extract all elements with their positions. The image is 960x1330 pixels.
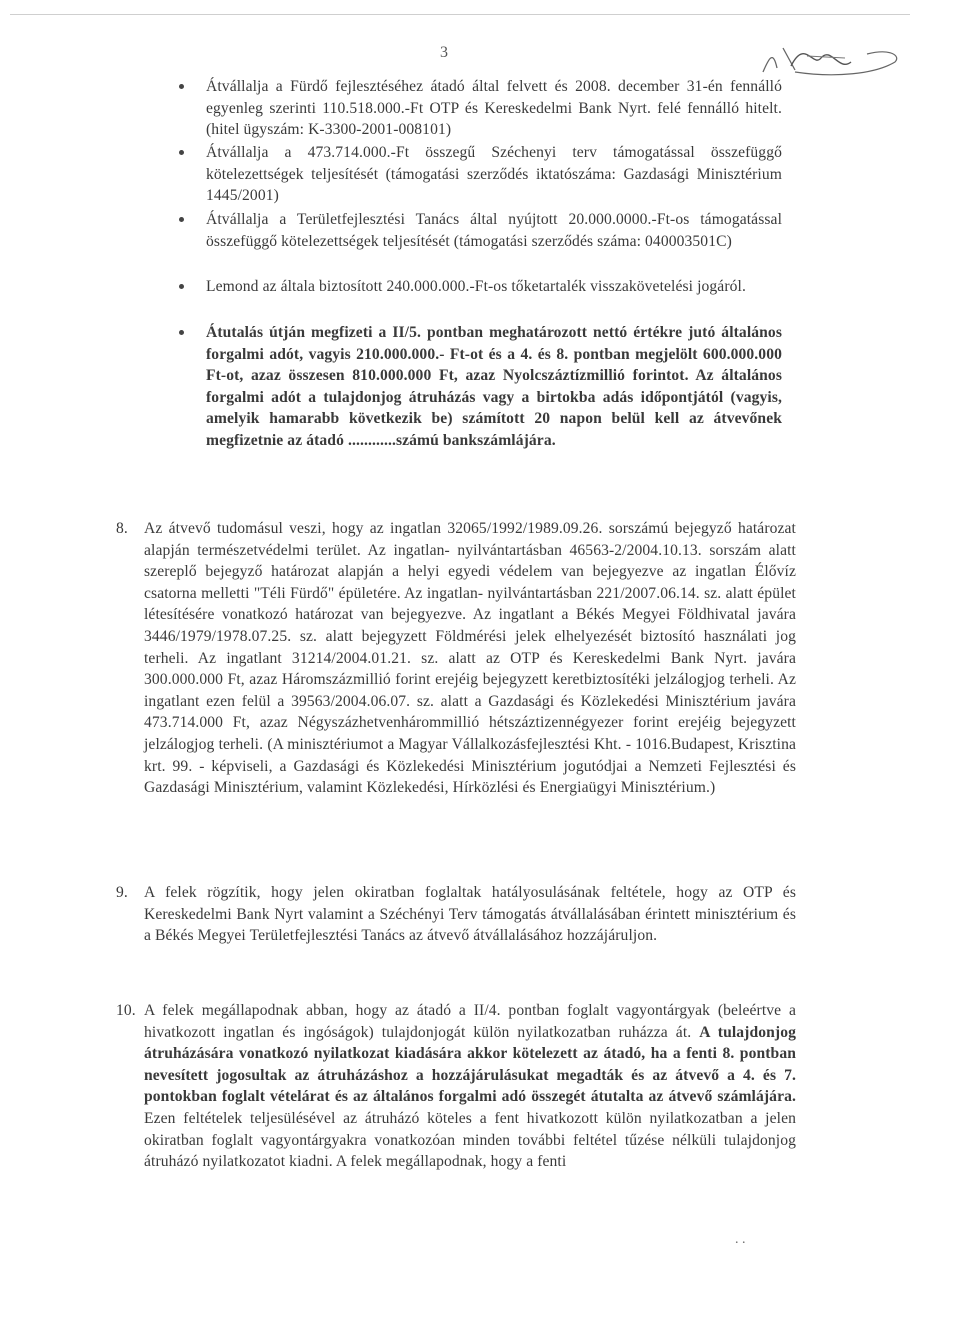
section-text-plain: A felek megállapodnak abban, hogy az átadó a II/4. pontban foglalt vagyontárgyak (beleértve a hivatkozott ingatlan és ingóságok) tulajdonjogát külön nyilatkozatban ruházza át.	[144, 1002, 796, 1041]
scan-edge-line	[10, 14, 910, 15]
scan-speck: . .	[735, 1232, 746, 1247]
obligations-list	[206, 76, 782, 452]
list-item: Lemond az általa biztosított 240.000.000.-Ft-os tőketartalék visszakövetelési jogáról.	[206, 276, 782, 322]
section-text	[144, 1000, 796, 1173]
list-item: Átvállalja a Fürdő fejlesztéséhez átadó által felvett és 2008. december 31-én fennálló egyenleg szerinti 110.518.000.-Ft OTP és Kereskedelmi Bank Nyrt. felé fennálló hitelt. (hitel ügyszám: K-3300-2001-008101)	[206, 76, 782, 142]
section-text: A felek rögzítik, hogy jelen okiratban foglaltak hatályosulásának feltétele, hogy az OTP és Kereskedelmi Bank Nyrt valamint a Széchényi Terv támogatás átvállalásában érintett minisztérium és a Békés Megyei Területfejlesztési Tanács az átvevő átvállalásához hozzájáruljon.	[144, 884, 796, 945]
list-item: Átvállalja a Területfejlesztési Tanács által nyújtott 20.000.0000.-Ft-os támogatással összefüggő kötelezettségek teljesítését (támogatási szerződés száma: 040003501C)	[206, 209, 782, 276]
section-text-bold: A tulajdonjog átruházására vonatkozó nyilatkozat kiadására akkor kötelezett az átadó, ha a fenti 8. pontban nevesített jogosultak az átruházáshoz a hozzájárulásukat megadták és az átvevő a 4. és 7. pontokban foglalt vételárat és az általános forgalmi adó összegét átutalta az átvevő számlájára.	[144, 1023, 797, 1106]
section-number: 9.	[116, 884, 128, 901]
page-number: 3	[440, 44, 448, 61]
section-number: 10.	[116, 1002, 136, 1019]
section-number: 8.	[116, 520, 128, 537]
list-item: Átutalás útján megfizeti a II/5. pontban meghatározott nettó értékre jutó általános forgalmi adót, vagyis 210.000.000.- Ft-ot és a 4. és 8. pontban megjelölt 600.000.000 Ft-ot, azaz összesen 810.000.000 Ft, azaz Nyolcszáztízmillió forintot. Az általános forgalmi adót a tulajdonjog átruházás vagy a birtokba adás időpontjától (vagyis, amelyik hamarabb következik be) számított 20 napon belül kell az átvevőnek megfizetnie az átadó ............számú bankszámlájára.	[206, 322, 782, 452]
section-text: Az átvevő tudomásul veszi, hogy az ingatlan 32065/1992/1989.09.26. sorszámú bejegyző határozat alapján természetvédelmi terület. Az ingatlan- nyilvántartásban 46563-2/2004.10.13. sorszám alatt szereplő bejegyző határozat alapján a helyi egyedi védelem van bejegyezve az ingatlan Élővíz csatorna melletti "Téli Fürdő" épületére. Az ingatlan- nyilvántartásban 221/2007.06.14. sz. alatt épület létesítésére vonatkozó határozat van bejegyezve. Az ingatlant a Békés Megyei Földhivatal javára 3446/1979/1978.07.25. sz. alatt bejegyzett Földmérési jelek elhelyezését biztosító használati jog terheli. Az ingatlant 31214/2004.01.21. sz. alatt az OTP és Kereskedelmi Bank Nyrt. javára 300.000.000 Ft, azaz Háromszázmillió forint erejéig bejegyzett keretbiztosítéki jelzálogjog terheli. Az ingatlant ezen felül a 39563/2004.06.07. sz. alatt a Gazdasági és Közlekedési Minisztérium javára 473.714.000 Ft, azaz Négyszázhetvenhárommillió hétszáztizennégyezer forint erejéig bejegyzett jelzálogjog terheli. (A minisztériumot a Magyar Vállalkozásfejlesztési Kht. - 1016.Budapest, Krisztina krt. 99. - képviseli, a Gazdasági és Közlekedési Minisztérium jogutódjai a Nemzeti Fejlesztési és Gazdasági Minisztérium, valamint Közlekedési, Hírközlési és Energiaügyi Minisztérium.)	[144, 520, 796, 797]
section-text-plain: Ezen feltételek teljesülésével az átruházó köteles a fent hivatkozott külön nyilatkozatban a jelen okiratban foglalt vagyontárgyakra vonatkozóan minden további feltétel tűzése nélküli tulajdonjog átruházó nyilatkozatot kiadni. A felek megállapodnak, hogy a fenti	[144, 1109, 796, 1171]
list-item: Átvállalja a 473.714.000.-Ft összegű Széchenyi terv támogatással összefüggő kötelezettségek teljesítését (támogatási szerződés iktatószáma: Gazdasági Minisztérium 1445/2001)	[206, 142, 782, 209]
